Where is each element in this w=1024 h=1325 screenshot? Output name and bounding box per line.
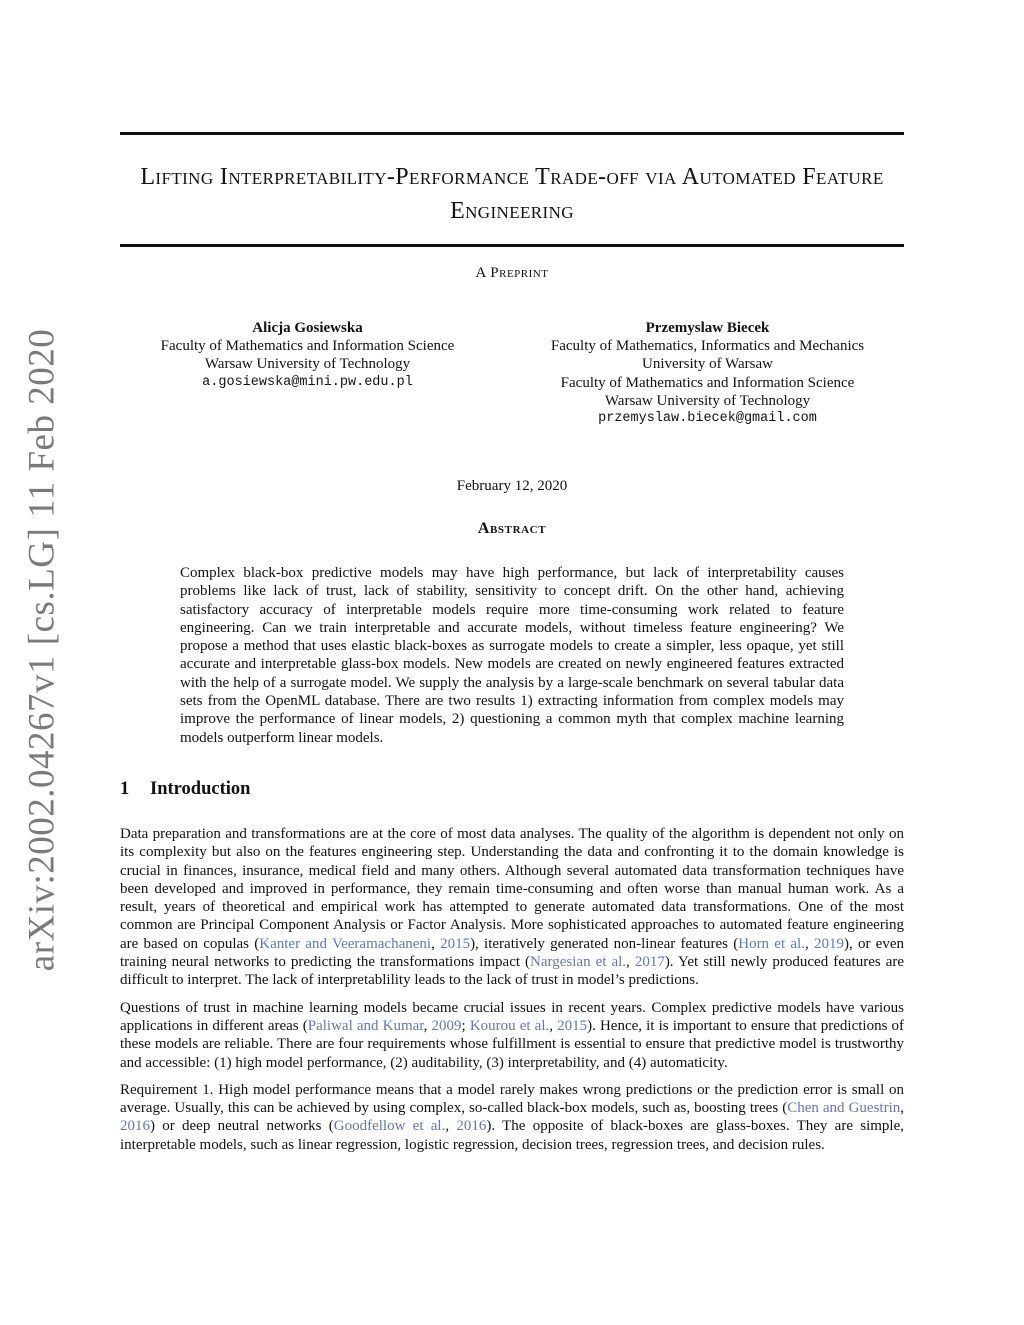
paragraph-text: ) or deep neutral networks ( <box>150 1118 334 1135</box>
paragraph <box>120 999 904 1072</box>
title-bottom-rule <box>120 244 904 247</box>
citation-year-link[interactable]: 2015 <box>557 1017 588 1034</box>
citation-link[interactable]: Kanter and Veeramachaneni <box>259 935 432 952</box>
author-name: Alicja Gosiewska <box>252 320 363 336</box>
citation-year-link[interactable]: 2017 <box>634 954 665 971</box>
arxiv-identifier-stamp: arXiv:2002.04267v1 [cs.LG] 11 Feb 2020 <box>21 328 63 972</box>
citation-year-link[interactable]: 2019 <box>813 935 844 952</box>
citation-link[interactable]: Chen and Guestrin <box>787 1100 901 1117</box>
paragraph-text: ). The opposite of black-boxes are glass-boxes. They are simple, interpretable models, such as linear regression, logistic regression, decision trees, regression trees, and decision rules. <box>120 1118 905 1153</box>
publication-date: February 12, 2020 <box>456 478 568 494</box>
paragraph-text: , <box>804 935 814 952</box>
author-affiliation: Faculty of Mathematics, Informatics and Mechanics <box>550 338 865 355</box>
citation-link[interactable]: Goodfellow et al. <box>333 1118 446 1135</box>
paragraph-text: Data preparation and transformations are at the core of most data analyses. The quality of the algorithm is dependent not only on its complexity but also on the features engineering step. Understanding the data and confronting it to the domain knowledge is crucial in finances, insurance, medical field and many others. Although several automated data transformation techniques have been developed and improved in performance, they remain time-consuming and often worse than manual human work. As a result, years of theoretical and empirical work has attempted to generate automated data transformations. One of the most common are Principal Component Analysis or Factor Analysis. More sophisticated approaches to automated feature engineering are based on copulas ( <box>120 826 904 952</box>
paragraph <box>120 825 904 990</box>
author-email[interactable]: przemyslaw.biecek@gmail.com <box>598 411 817 427</box>
paragraph-text: ). Hence, it is important to ensure that predictions of these models are reliable. There are four requirements whose fulfillment is essential to ensure that predictive model is trustworthy and accessible: (1) high model performance, (2) auditability, (3) interpretability, and (4) automaticity. <box>120 1017 905 1071</box>
author-affiliation: University of Warsaw <box>642 356 773 373</box>
section-heading <box>120 779 250 800</box>
author-affiliation: Faculty of Mathematics and Information Science <box>160 338 455 355</box>
citation-link[interactable]: Horn et al. <box>738 935 805 952</box>
paper-title: Lifting Interpretability-Performance Trade-off via Automated Feature Engineering <box>140 164 884 224</box>
paragraph-text: ), iteratively generated non-linear features ( <box>470 935 739 952</box>
citation-year-link[interactable]: 2016 <box>120 1118 150 1135</box>
citation-link[interactable]: Nargesian et al. <box>530 954 627 971</box>
author-affiliation: Warsaw University of Technology <box>204 356 411 373</box>
paragraph-text: ), or even training neural networks to predicting the transformations impact ( <box>120 935 904 971</box>
citation-year-link[interactable]: 2015 <box>440 935 471 952</box>
paragraph-text: , <box>549 1017 558 1034</box>
paragraph-text: ). Yet still newly produced features are difficult to interpret. The lack of interpretablility leads to the lack of trust in model’s predictions. <box>120 954 905 989</box>
paragraph-text: ; <box>461 1017 470 1034</box>
paragraph-text: , <box>626 954 635 971</box>
paragraph-text: , <box>900 1100 904 1117</box>
paragraph-text: Questions of trust in machine learning models became crucial issues in recent years. Complex predictive models have various applications in different areas ( <box>120 999 904 1034</box>
abstract-text: Complex black-box predictive models may have high performance, but lack of interpretability causes problems like lack of trust, lack of stability, sensitivity to concept drift. On the other hand, achieving satisfactory accuracy of interpretable models require more time-consuming work related to feature engineering. Can we train interpretable and accurate models, without timeless feature engineering? We propose a method that uses elastic black-boxes as surrogate models to create a simpler, less opaque, yet still accurate and interpretable glass-box models. New models are created on newly engineered features extracted with the help of a surrogate model. We supply the analysis by a large-scale benchmark on several tabular data sets from the OpenML database. There are two results 1) extracting information from complex models may improve the performance of linear models, 2) questioning a common myth that complex machine learning models outperform linear models. <box>180 565 844 746</box>
paragraph-text: , <box>431 935 441 952</box>
author-affiliation: Warsaw University of Technology <box>604 392 811 409</box>
abstract-heading: Abstract <box>477 520 547 537</box>
citation-year-link[interactable]: 2016 <box>456 1118 487 1135</box>
citation-link[interactable]: Paliwal and Kumar <box>307 1017 424 1034</box>
author-block-1 <box>120 319 495 392</box>
author-block-2 <box>520 319 895 428</box>
paragraph <box>120 1081 904 1154</box>
section-title: Introduction <box>150 779 251 799</box>
author-affiliation: Faculty of Mathematics and Information Science <box>560 374 855 391</box>
preprint-label: A Preprint <box>475 265 549 281</box>
author-name: Przemyslaw Biecek <box>645 320 770 336</box>
introduction-body <box>120 825 904 1163</box>
citation-year-link[interactable]: 2009 <box>431 1017 462 1034</box>
section-number: 1 <box>120 779 130 799</box>
title-top-rule <box>120 132 904 135</box>
author-email[interactable]: a.gosiewska@mini.pw.edu.pl <box>202 374 413 390</box>
paragraph-text: , <box>445 1118 457 1135</box>
citation-link[interactable]: Kourou et al. <box>469 1017 550 1034</box>
paragraph-text: Requirement 1. High model performance means that a model rarely makes wrong predictions or the prediction error is small on average. Usually, this can be achieved by using complex, so-called black-box models, such as, boosting trees ( <box>120 1081 904 1117</box>
paragraph-text: , <box>423 1017 432 1034</box>
